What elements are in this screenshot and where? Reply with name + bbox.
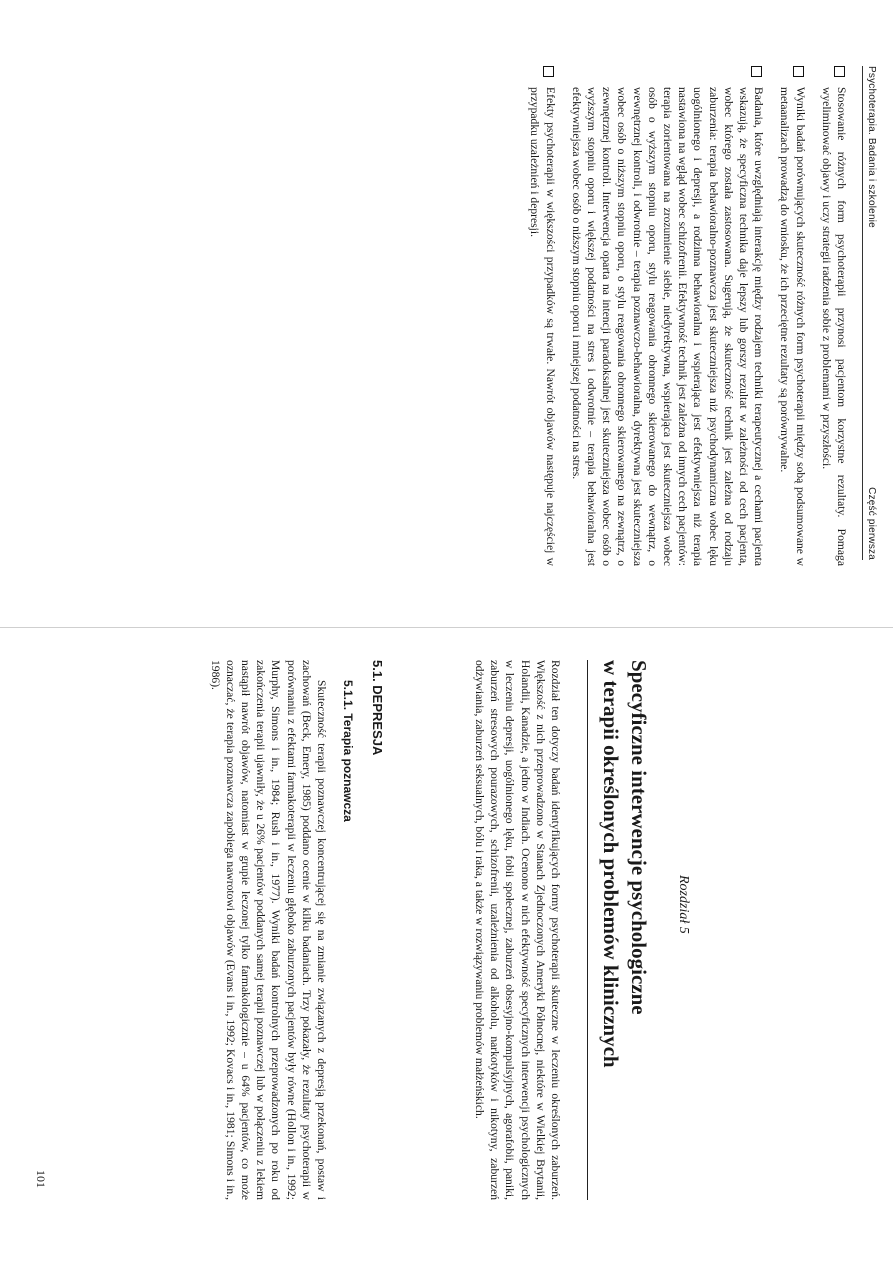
checkbox-square-icon bbox=[543, 66, 554, 77]
summary-bullet-list bbox=[516, 66, 849, 566]
right-page bbox=[0, 640, 893, 1263]
checkbox-square-icon bbox=[834, 66, 845, 77]
subsection-heading: 5.1.1. Terapia poznawcza bbox=[341, 680, 355, 822]
running-head bbox=[862, 66, 877, 560]
section-heading: 5.1. DEPRESJA bbox=[370, 660, 385, 756]
chapter-title bbox=[587, 660, 653, 1200]
chapter-title-line: Specyficzne interwencje psychologiczne bbox=[627, 660, 651, 1015]
bullet-text: Wyniki badań porównujących skuteczność różnych form psychoterapii między sobą podsumowane w metaanalizach prowadzą do wniosku, że ich przeciętne rezultaty są porównywalne. bbox=[778, 87, 807, 566]
running-head-title: Psychoterapia. Badania i szkolenie bbox=[866, 66, 877, 228]
page-fold-divider bbox=[0, 627, 893, 628]
bullet-text: Stosowanie różnych form psychoterapii przynosi pacjentom korzystne rezultaty. Pomaga wyeliminować objawy i uczy strategii radzenia sobie z problemami w przyszłości. bbox=[819, 87, 848, 566]
chapter-title-line: w terapii określonych problemów klinicznych bbox=[599, 660, 623, 1068]
checkbox-square-icon bbox=[793, 66, 804, 77]
chapter-label: Rozdział 5 bbox=[676, 875, 691, 934]
summary-bullet bbox=[777, 66, 807, 566]
left-page bbox=[0, 0, 893, 620]
running-head-part: Część pierwsza bbox=[866, 487, 877, 560]
body-paragraph: Skuteczność terapii poznawczej koncentrującej się na zmianie związanych z depresją przekonań, postaw i zachowań (Beck, Emery, 1985) poddano ocenie w kilku badaniach. Trzy pokazały, że rezultaty psychoterapii w porównaniu z efektami farmakoterapii w leczeniu głęboko zaburzonych pacjentów były równe (Hollon i in., 1992; Murphy, Simons i in., 1984; Rush i in., 1977). Wyniki badań kontrolnych przeprowadzonych po roku od zakończenia terapii ujawniły, że u 26% pacjentów poddanych samej terapii poznawczej lub w połączeniu z lekiem nastąpił nawrót objawów, natomiast w grupie leczonej tylko farmakologicznie – u 64% pacjentów, co może oznaczać, że terapia poznawcza zapobiega nawrotowi objawów (Evans i in., 1992; Kovacs i in., 1981; Simons i in., 1986). bbox=[208, 660, 328, 1200]
summary-bullet bbox=[527, 66, 557, 566]
chapter-intro: Rozdział ten dotyczy badań identyfikujących formy psychoterapii skuteczne w leczeniu określonych zaburzeń. Większość z nich przeprowadzono w Stanach Zjednoczonych Ameryki Północnej, niektóre w Wielkiej Brytanii, Holandii, Kanadzie, a jedno w Indiach. Ocenono w nich efektywność specyficznych interwencji psychologicznych w leczeniu depresji, uogólnionego lęku, fobii społecznej, zaburzeń obsesyjno-kompulsyjnych, agorafobii, paniki, zaburzeń stresowych pourazowych, schizofrenii, uzależnienia od alkoholu, narkotyków i nikotyny, zaburzeń odżywiania, zaburzeń seksualnych, bólu i raka, a także w rozwiązywaniu problemów małżeńskich. bbox=[472, 660, 562, 1200]
summary-bullet bbox=[819, 66, 849, 566]
bullet-text: Badania, które uwzględniają interakcję między rodzajem techniki terapeutycznej a cechami pacjenta wskazują, że specyficzna technika daje lepszy lub gorszy rezultat w zależności od cech pacjenta, wobec którego została zastosowana. Sugerują, że skuteczność technik jest zależna od rodzaju zaburzenia: terapia behawioralno-poznawcza jest skuteczniejsza niż psychodynamiczna wobec lęku uogólnionego i depresji, a rodzinna behawioralna i wspierająca jest efektywniejsza niż terapia nastawiona na wgląd wobec schizofrenii. Efektywność technik jest zależna od innych cech pacjentów: terapia zorientowana na zrozumienie siebie, niedyrektywna, wspierająca jest skuteczniejsza wobec osób o wyższym stopniu oporu, stylu reagowania obronnego skierowanego do wewnątrz, o wewnętrznej kontroli, i odwrotnie – terapia poznawczo-behawioralna, dyrektywna jest skuteczniejsza wobec osób o niższym stopniu oporu, o stylu reagowania obronnego skierowanego na zewnątrz, o zewnętrznej kontroli. Interwencja oparta na intencji paradoksalnej jest skuteczniejsza wobec osób o wyższym stopniu oporu i większej podatności na stres i odwrotnie – terapia behawioralna jest efektywniejsza wobec osób o niższym stopniu oporu i mniejszej podatności na stres. bbox=[569, 87, 766, 566]
page-number: 101 bbox=[34, 1170, 48, 1188]
checkbox-square-icon bbox=[751, 66, 762, 77]
summary-bullet bbox=[569, 66, 767, 566]
bullet-text: Efekty psychoterapii w większości przypadków są trwałe. Nawrót objawów następuje najczęściej w przypadku uzależnień i depresji. bbox=[528, 87, 557, 566]
